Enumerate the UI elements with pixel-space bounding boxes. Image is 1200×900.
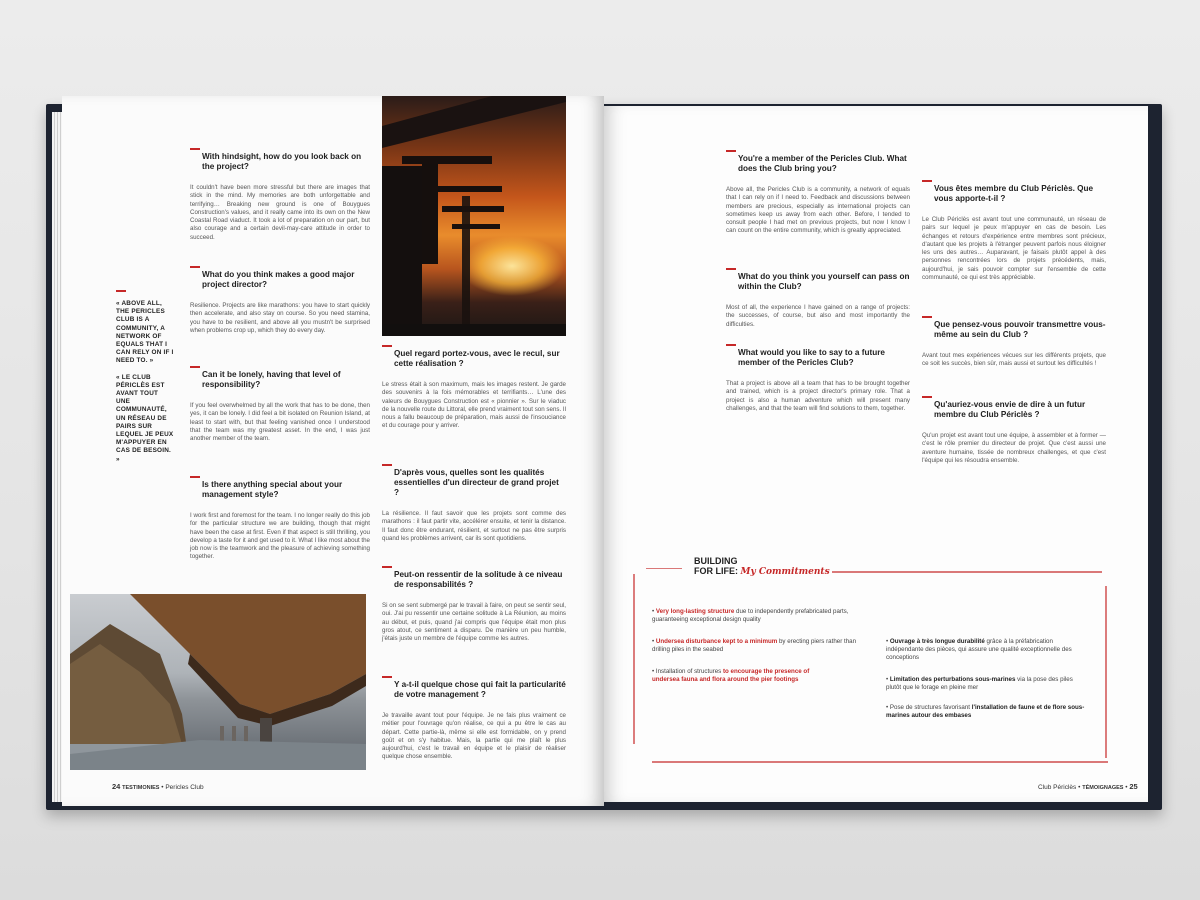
section-label: TÉMOIGNAGES xyxy=(1082,785,1124,791)
left-en-section-3 xyxy=(190,366,370,443)
left-fr-section-2 xyxy=(382,464,566,543)
section-body: Most of all, the experience I have gained on a range of projects: the successes, of course, but also and most importantly the difficulties. xyxy=(726,304,910,328)
title-script: My Commitments xyxy=(740,567,830,577)
section-body: Je travaille avant tout pour l'équipe. Je ne fais plus vraiment ce métier pour l'ouvrage qu'on réalise, ce qui a pu être le cas au départ. Cette partie-là, même si elle est formidable, on y prend goût et on s'y habitue. Mais, la partie qui me plaît le plus aujourd'hui, c'est le travail en équipe et le plaisir de réaliser quelque chose ensemble. xyxy=(382,712,566,761)
club-label: Pericles Club xyxy=(165,784,204,791)
right-fr-section-2 xyxy=(922,316,1106,369)
heading-accent xyxy=(922,316,932,318)
heading-accent xyxy=(726,344,736,346)
heading-accent xyxy=(190,148,200,150)
section-body: Above all, the Pericles Club is a community, a network of equals that I can rely on if I need to. Feedback and discussions between members are precious, especially as international projects can sometimes keep us away from each other. Before, I tended to consult people I had met on previous projects, but now I know I can count on the entire community, which is greatly appreciated. xyxy=(726,186,910,235)
heading-accent xyxy=(190,366,200,368)
quote-en: « ABOVE ALL, THE PERICLES CLUB IS A COMMUNITY, A NETWORK OF EQUALS THAT I CAN RELY ON IF I NEED TO. » xyxy=(116,300,174,365)
club-label: Club Périclès xyxy=(1038,784,1077,791)
section-body: I work first and foremost for the team. I no longer really do this job for the particular structure we are building, though that might have been the case at first. Even if that aspect is still thrilling, you develop a taste for it and get used to it. What I like most about the job now is the teamwork and the pleasure of achieving something together. xyxy=(190,512,370,561)
heading-accent xyxy=(382,566,392,568)
heading-accent xyxy=(922,396,932,398)
bridge-scene xyxy=(70,594,366,770)
section-heading: Can it be lonely, having that level of responsibility? xyxy=(202,370,341,389)
section-heading: What would you like to say to a future member of the Pericles Club? xyxy=(738,348,885,367)
heading-accent xyxy=(922,180,932,182)
heading-accent xyxy=(190,476,200,478)
heading-accent xyxy=(726,268,736,270)
heading-accent xyxy=(190,266,200,268)
left-en-section-2 xyxy=(190,266,370,335)
section-body: That a project is above all a team that has to be brought together and trained, which is a project director's primary role. That a project is also a human adventure which will present many challenges, and that the team will find solutions to them, together. xyxy=(726,380,910,412)
commitment-en-3: • Installation of structures to encourage the presence of undersea fauna and flora around the pier footings xyxy=(652,668,810,684)
left-fr-section-3 xyxy=(382,566,566,643)
section-heading: What do you think makes a good major project director? xyxy=(202,270,355,289)
section-body: Si on se sent submergé par le travail à faire, on peut se sentir seul, oui. J'ai pu ressentir une certaine solitude à La Réunion, au moins au début, et puis, quand j'ai compris que l'équipe était mon plus gros atout, ce sentiment a disparu. De manière un peu humble, j'étais juste un membre de l'équipe comme les autres. xyxy=(382,602,566,643)
section-body: If you feel overwhelmed by all the work that has to be done, then yes, it can be lonely. I did feel a bit isolated on Reunion Island, at least to start with, but that feeling vanished once I understood that the team was my greatest asset. In the end, I was just another member of the team. xyxy=(190,402,370,443)
commitment-fr-1: • Ouvrage à très longue durabilité grâce à la préfabrication indépendante des pièces, qui assure une qualité exceptionnelle des conceptions xyxy=(886,638,1072,662)
heading-accent xyxy=(382,464,392,466)
title-line-1: BUILDING xyxy=(694,556,738,566)
section-label: TESTIMONIES xyxy=(122,785,160,791)
right-en-section-3 xyxy=(726,344,910,413)
commitment-fr-2: • Limitation des perturbations sous-marines via la pose des piles plutôt que le forage en pleine mer xyxy=(886,676,1073,692)
viaduct-silhouette xyxy=(382,96,566,336)
section-heading: With hindsight, how do you look back on the project? xyxy=(202,152,362,171)
bridge-underside-photo xyxy=(70,594,366,770)
pull-quote xyxy=(116,290,174,464)
commitments-title xyxy=(694,556,830,577)
section-body: Resilience. Projects are like marathons: you have to start quickly then accelerate, and also stay on course. So you need stamina, you have to be resilient, and above all you mustn't be surprised when problems crop up, which they do every day. xyxy=(190,302,370,334)
section-body: Qu'un projet est avant tout une équipe, à assembler et à former — c'est le rôle premier du directeur de projet. Que c'est aussi une aventure humaine, tissée de nombreux challenges, et que c'est l'équipe qui les résoudra ensemble. xyxy=(922,432,1106,464)
right-en-section-2 xyxy=(726,268,910,329)
left-fr-section-4 xyxy=(382,676,566,762)
section-heading: You're a member of the Pericles Club. What does the Club bring you? xyxy=(738,154,907,173)
section-heading: Peut-on ressentir de la solitude à ce niveau de responsabilités ? xyxy=(394,570,563,589)
left-en-section-1 xyxy=(190,148,370,242)
commitment-fr-3: • Pose de structures favorisant l'installation de faune et de flore sous-marines autour des embases xyxy=(886,704,1085,720)
sunset-viaduct-photo xyxy=(382,96,566,336)
heading-accent xyxy=(382,345,392,347)
quote-accent xyxy=(116,290,126,292)
quote-fr: « LE CLUB PÉRICLÈS EST AVANT TOUT UNE COMMUNAUTÉ, UN RÉSEAU DE PAIRS SUR LEQUEL JE PEUX M'APPUYER EN CAS DE BESOIN. » xyxy=(116,373,174,463)
heading-accent xyxy=(382,676,392,678)
section-heading: D'après vous, quelles sont les qualités essentielles d'un directeur de grand projet ? xyxy=(394,468,559,497)
page-number: 24 xyxy=(112,782,121,791)
section-heading: Quel regard portez-vous, avec le recul, sur cette réalisation ? xyxy=(394,349,560,368)
page-number: 25 xyxy=(1129,782,1138,791)
left-fr-section-1 xyxy=(382,345,566,431)
section-heading: Is there anything special about your management style? xyxy=(202,480,343,499)
right-fr-section-3 xyxy=(922,396,1106,465)
left-en-section-4 xyxy=(190,476,370,562)
section-body: Avant tout mes expériences vécues sur les différents projets, que ce soit les succès, bien sûr, mais aussi et surtout les difficultés ! xyxy=(922,352,1106,368)
section-heading: Vous êtes membre du Club Périclès. Que vous apporte-t-il ? xyxy=(934,184,1094,203)
section-heading: Y a-t-il quelque chose qui fait la particularité de votre management ? xyxy=(394,680,566,699)
section-body: Le Club Périclès est avant tout une communauté, un réseau de pairs sur lequel je peux m'appuyer en cas de besoin. Les échanges et retours d'expérience entre membres sont précieux, d'autant que les projets à l'étranger peuvent parfois nous éloigner les uns des autres… Auparavant, je faisais plutôt appel à des personnes rencontrées lors de projets précédents, mais, aujourd'hui, je sais pouvoir compter sur l'ensemble de cette communauté, ce qui est très appréciable. xyxy=(922,216,1106,282)
commitments-box xyxy=(632,556,1108,764)
section-heading: What do you think you yourself can pass on within the Club? xyxy=(738,272,910,291)
heading-accent xyxy=(726,150,736,152)
title-line-2: FOR LIFE: My Commitments xyxy=(694,566,830,577)
commitments-frame xyxy=(632,568,1108,764)
section-heading: Qu'auriez-vous envie de dire à un futur membre du Club Périclès ? xyxy=(934,400,1086,419)
right-en-section-1 xyxy=(726,150,910,236)
right-folio: Club Périclès • TÉMOIGNAGES • 25 xyxy=(1038,782,1138,791)
section-body: Le stress était à son maximum, mais les images restent. Je garde des souvenirs à la fois mémorables et terrifiants… L'une des valeurs de Bouygues Construction est « pionnier ». Sur le viaduc de la nouvelle route du Littoral, elle prend vraiment tout son sens. Il nous a fallu beaucoup de préparation, mais aussi de l'insouciance et du courage pour y arriver. xyxy=(382,381,567,430)
left-folio: 24 TESTIMONIES • Pericles Club xyxy=(112,782,204,791)
section-body: It couldn't have been more stressful but there are images that stick in the mind. My memories are both unforgettable and terrifying… Breaking new ground is one of Bouygues Construction's values, and it really came into its own on the New Coastal Road viaduct. It took a lot of preparation on our part, but also courage and a certain devil-may-care attitude in order to succeed. xyxy=(190,184,370,241)
commitment-en-2: • Undersea disturbance kept to a minimum by erecting piers rather than drilling piles in the seabed xyxy=(652,638,857,654)
right-fr-section-1 xyxy=(922,180,1106,282)
section-body: La résilience. Il faut savoir que les projets sont comme des marathons : il faut partir vite, accélérer ensuite, et tenir la distance. Il faut donc être endurant, résilient, et surtout ne pas être surpris quand les problèmes arrivent, car ils sont quotidiens. xyxy=(382,510,566,542)
section-heading: Que pensez-vous pouvoir transmettre vous-même au sein du Club ? xyxy=(934,320,1106,339)
commitment-en-1: • Very long-lasting structure due to independently prefabricated parts, guaranteeing exceptional design quality xyxy=(652,608,849,624)
